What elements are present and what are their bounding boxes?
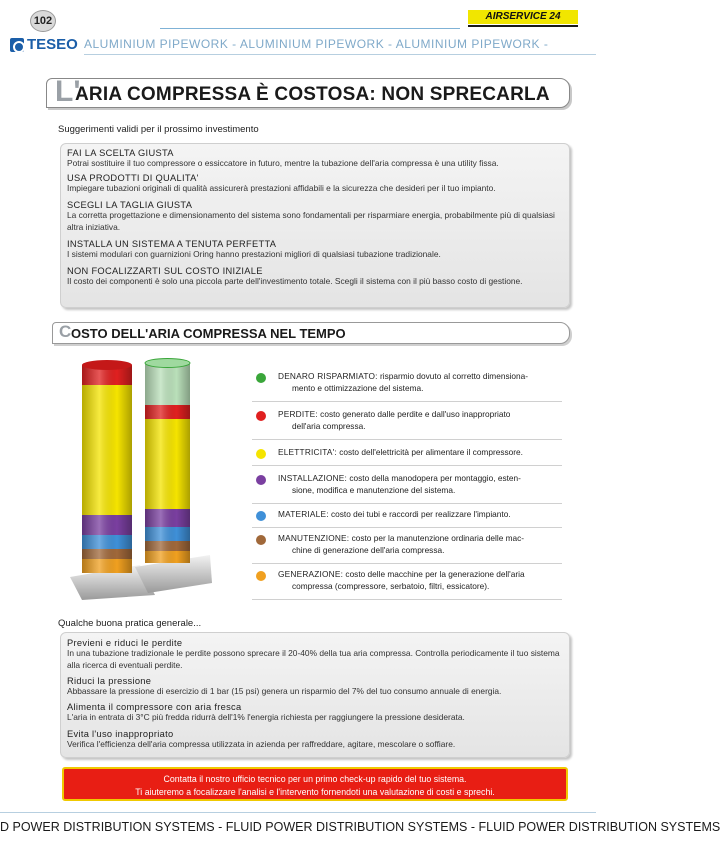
intro-subhead: Suggerimenti validi per il prossimo investimento: [58, 124, 259, 135]
legend-label: ELETTRICITA':: [278, 447, 337, 457]
legend-label: PERDITE:: [278, 409, 318, 419]
tip-item: [67, 266, 567, 288]
orange-dot-icon: [256, 571, 266, 581]
legend-item-electricity: [252, 446, 562, 466]
page-title: [46, 75, 570, 108]
legend-label: INSTALLAZIONE:: [278, 473, 348, 483]
blue-dot-icon: [256, 511, 266, 521]
legend-item-material: [252, 508, 562, 528]
practice-item: [67, 676, 567, 698]
contact-line-2: Ti aiuteremo a focalizzare l'analisi e l'intervento fornendoti una valutazione di costi e sprechi.: [135, 787, 495, 797]
legend-desc-2: compressa (compressore, serbatoio, filtri, essicatore).: [292, 581, 490, 591]
title-initial: L': [55, 75, 81, 108]
red-dot-icon: [256, 411, 266, 421]
practice-heading: Previeni e riduci le perdite: [67, 638, 183, 648]
legend-desc: risparmio dovuto al corretto dimensiona-: [377, 371, 529, 381]
cost-cylinders-illustration: [60, 355, 220, 605]
purple-dot-icon: [256, 475, 266, 485]
logo-text: TESEO: [27, 36, 78, 53]
green-dot-icon: [256, 373, 266, 383]
practice-body: Abbassare la pressione di esercizio di 1 bar (15 psi) genera un risparmio del 7% del tuo consumo annuale di energia.: [67, 686, 502, 696]
tip-body: Potrai sostituire il tuo compressore o essiccatore in futuro, mentre la tubazione dell'aria compressa è una utility fissa.: [67, 158, 499, 168]
tip-body: I sistemi modulari con guarnizioni Oring hanno prestazioni migliori di qualsiasi tubazione tradizionale.: [67, 249, 441, 259]
practice-item: [67, 702, 567, 724]
legend-desc: costo della manodopera per montaggio, esten-: [347, 473, 521, 483]
legend-item-generation: [252, 568, 562, 600]
cylinders-svg: [60, 355, 220, 605]
legend-desc-2: chine di generazione dell'aria compressa.: [292, 545, 445, 555]
tip-heading: USA PRODOTTI DI QUALITA': [67, 173, 199, 183]
legend-desc: costo dei tubi e raccordi per realizzare l'impianto.: [328, 509, 511, 519]
section-initial: C: [59, 322, 72, 341]
header-rule: [160, 28, 460, 29]
cylinder-right: [145, 359, 190, 564]
legend-item-saved: [252, 370, 562, 402]
legend-label: GENERAZIONE:: [278, 569, 344, 579]
brand-underline: [468, 25, 578, 27]
legend-desc-2: dell'aria compressa.: [292, 421, 366, 431]
practice-body: L'aria in entrata di 3°C più fredda ridurrà dell'1% l'energia richiesta per raggiungere la pressione desiderata.: [67, 712, 465, 722]
yellow-dot-icon: [256, 449, 266, 459]
legend-desc: costo per la manutenzione ordinaria delle mac-: [349, 533, 525, 543]
footer-strip: D POWER DISTRIBUTION SYSTEMS - FLUID POWER DISTRIBUTION SYSTEMS - FLUID POWER DISTRIBUTION SYSTEMS: [0, 820, 720, 834]
brand-label: AIRSERVICE 24: [468, 10, 578, 24]
legend-desc-2: sione, modifica e manutenzione del sistema.: [292, 485, 456, 495]
legend-desc: costo generato dalle perdite e dall'uso inappropriato: [317, 409, 511, 419]
contact-line-1: Contatta il nostro ufficio tecnico per un primo check-up rapido del tuo sistema.: [163, 774, 467, 784]
tip-heading: INSTALLA UN SISTEMA A TENUTA PERFETTA: [67, 239, 277, 249]
section-title: [52, 322, 570, 344]
tip-heading: FAI LA SCELTA GIUSTA: [67, 148, 174, 158]
tips-box: [60, 143, 570, 308]
cylinder-top-left: [82, 360, 132, 370]
practice-item: [67, 638, 567, 671]
legend-desc-2: mento e ottimizzazione del sistema.: [292, 383, 424, 393]
practices-box: [60, 632, 570, 758]
tip-body: Impiegare tubazioni originali di qualità assicurerà prestazioni affidabili e la sicurezza che desideri per il tuo impianto.: [67, 183, 496, 193]
legend-item-maintenance: [252, 532, 562, 564]
practice-heading: Alimenta il compressore con aria fresca: [67, 702, 242, 712]
legend-label: MANUTENZIONE:: [278, 533, 350, 543]
tip-body: La corretta progettazione e dimensionamento del sistema sono fondamentali per risparmiare energia, probabilmente più di qualsiasi altra iniziativa.: [67, 210, 555, 232]
tip-heading: NON FOCALIZZARTI SUL COSTO INIZIALE: [67, 266, 263, 276]
practice-item: [67, 729, 567, 751]
section-text: OSTO DELL'ARIA COMPRESSA NEL TEMPO: [71, 326, 346, 341]
tip-item: [67, 200, 567, 233]
tip-item: [67, 148, 499, 170]
title-text: ARIA COMPRESSA È COSTOSA: NON SPRECARLA: [75, 84, 550, 105]
practice-heading: Evita l'uso inappropriato: [67, 729, 174, 739]
tip-body: Il costo dei componenti è solo una piccola parte dell'investimento totale. Scegli il sistema con il più basso costo di gestione.: [67, 276, 523, 286]
legend-item-leaks: [252, 408, 562, 440]
legend-item-installation: [252, 472, 562, 504]
contact-banner: [62, 767, 568, 801]
practice-heading: Riduci la pressione: [67, 676, 152, 686]
tip-item: [67, 239, 441, 261]
cylinder-left: [82, 360, 132, 573]
tip-heading: SCEGLI LA TAGLIA GIUSTA: [67, 200, 193, 210]
strip-rule: [84, 54, 596, 55]
practice-body: Verifica l'efficienza dell'aria compressa utilizzata in azienda per raffreddare, agitare, mescolare o soffiare.: [67, 739, 456, 749]
logo-icon: [10, 38, 24, 52]
legend-label: DENARO RISPARMIATO:: [278, 371, 378, 381]
legend-desc: costo delle macchine per la generazione dell'aria: [343, 569, 525, 579]
page-number: 102: [30, 10, 56, 32]
legend-label: MATERIALE:: [278, 509, 329, 519]
cylinder-top-right: [145, 359, 190, 368]
practices-subhead: Qualche buona pratica generale...: [58, 618, 202, 629]
company-logo: [10, 36, 78, 53]
pipework-strip: ALUMINIUM PIPEWORK - ALUMINIUM PIPEWORK - ALUMINIUM PIPEWORK -: [84, 37, 549, 51]
legend-desc: costo dell'elettricità per alimentare il compressore.: [336, 447, 523, 457]
practice-body: In una tubazione tradizionale le perdite possono sprecare il 20-40% della tua aria compressa. Controlla periodicamente il tuo sistema alla ricerca di eventuali perdite.: [67, 648, 560, 670]
footer-rule: [0, 812, 596, 813]
tip-item: [67, 173, 496, 195]
brown-dot-icon: [256, 535, 266, 545]
